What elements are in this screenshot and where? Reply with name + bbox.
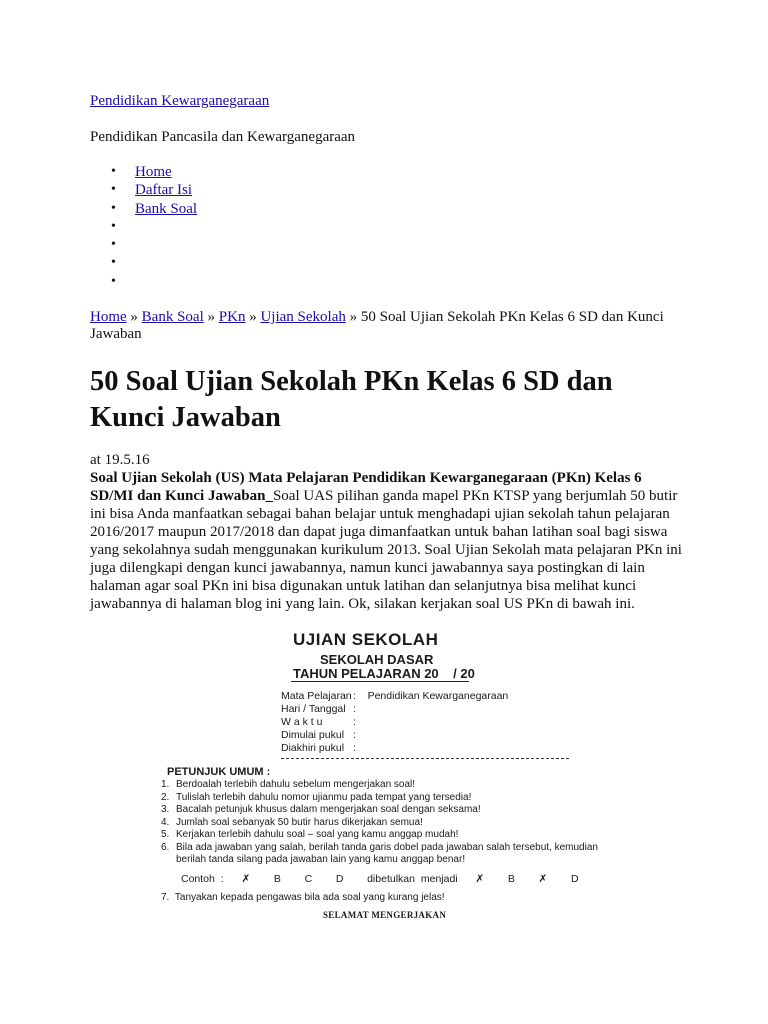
exam-field-value: : [353, 716, 356, 728]
breadcrumb-separator: » [130, 309, 138, 325]
breadcrumb-current: 50 Soal Ujian Sekolah PKn Kelas 6 SD dan Kunci Jawaban [90, 309, 664, 342]
breadcrumb-separator: » [207, 309, 216, 325]
exam-field-label: W a k t u [281, 716, 323, 728]
exam-field-label: Mata Pelajaran [281, 690, 352, 702]
post-body [90, 469, 682, 613]
breadcrumb [90, 309, 690, 343]
exam-field [281, 742, 356, 754]
exam-heading-underline [291, 681, 469, 682]
nav-link-daftar-isi[interactable]: Daftar Isi [135, 182, 193, 199]
breadcrumb-link-ujian-sekolah[interactable]: Ujian Sekolah [260, 309, 346, 325]
nav-item-empty [90, 254, 197, 272]
nav-item-empty [90, 273, 197, 291]
breadcrumb-link-bank-soal[interactable]: Bank Soal [141, 309, 204, 325]
nav-item-home [90, 163, 197, 181]
exam-field-label: Dimulai pukul [281, 729, 345, 741]
post-title: 50 Soal Ujian Sekolah PKn Kelas 6 SD dan Kunci Jawaban [90, 366, 613, 433]
breadcrumb-separator: » [249, 309, 257, 325]
exam-subheading: SEKOLAH DASAR [320, 652, 434, 667]
exam-dashed-divider [281, 758, 569, 759]
blog-description: Pendidikan Pancasila dan Kewarganegaraan [90, 129, 356, 145]
nav-item-daftar-isi [90, 181, 197, 199]
breadcrumb-link-home[interactable]: Home [90, 309, 127, 325]
exam-year: TAHUN PELAJARAN 20 / 20 [293, 666, 475, 681]
exam-instruction-item-7: 7. Tanyakan kepada pengawas bila ada soal yang kurang jelas! [161, 892, 445, 903]
breadcrumb-separator: » [349, 309, 358, 325]
exam-field-value: : Pendidikan Kewarganegaraan [353, 690, 509, 702]
post-intro-bold: Soal Ujian Sekolah (US) Mata Pelajaran Pendidikan Kewarganegaraan (PKn) Kelas 6 SD/MI dan Kunci Jawaban_ [90, 470, 642, 504]
blog-title-link[interactable]: Pendidikan Kewarganegaraan [90, 93, 270, 109]
breadcrumb-link-pkn[interactable]: PKn [218, 309, 246, 325]
exam-sheet-image [155, 628, 615, 928]
exam-instructions-title: PETUNJUK UMUM : [167, 766, 271, 778]
exam-field-value: : [353, 742, 356, 754]
exam-field-label: Diakhiri pukul [281, 742, 345, 754]
nav-item-empty [90, 218, 197, 236]
main-navigation [90, 163, 197, 291]
post-timestamp: at 19.5.16 [90, 452, 150, 468]
nav-link-home[interactable]: Home [135, 164, 172, 180]
exam-field [281, 716, 356, 728]
exam-instruction-item: 2. Tulislah terlebih dahulu nomor ujianmu pada tempat yang tersedia! [161, 791, 472, 803]
nav-item-empty [90, 236, 197, 254]
exam-field-value: : [353, 703, 356, 715]
exam-instructions-list [161, 779, 611, 867]
exam-instruction-item: 1. Berdoalah terlebih dahulu sebelum mengerjakan soal! [161, 779, 416, 790]
exam-instruction-item: 6. Bila ada jawaban yang salah, berilah tanda garis dobel pada jawaban salah tersebut, kemudian berilah tanda silang pada jawaban lain yang kamu anggap benar! [161, 841, 598, 865]
exam-field-value: : [353, 729, 356, 741]
exam-field [281, 703, 356, 715]
exam-field [281, 690, 508, 702]
exam-instruction-item: 3. Bacalah petunjuk khusus dalam mengerjakan soal dengan seksama! [161, 804, 481, 815]
exam-closing-text: SELAMAT MENGERJAKAN [323, 910, 447, 920]
nav-link-bank-soal[interactable]: Bank Soal [135, 200, 198, 217]
exam-field-label: Hari / Tanggal [281, 703, 346, 715]
exam-field [281, 729, 356, 741]
exam-heading: UJIAN SEKOLAH [293, 630, 439, 649]
exam-instruction-item: 5. Kerjakan terlebih dahulu soal – soal yang kamu anggap mudah! [161, 829, 459, 840]
nav-item-bank-soal [90, 200, 197, 218]
exam-example-row: Contoh : ✗ B C D dibetulkan menjadi ✗ B ✗ D [181, 873, 579, 885]
exam-instruction-item: 4. Jumlah soal sebanyak 50 butir harus dikerjakan semua! [161, 816, 423, 828]
post-intro-text: Soal UAS pilihan ganda mapel PKn KTSP yang berjumlah 50 butir ini bisa Anda manfaatkan sebagai bahan belajar untuk menghadapi ujian sekolah tahun pelajaran 2016/2017 maupun 2017/2018 dan dapat juga dimanfaatkan untuk bahan latihan soal bagi siswa yang sekolahnya sudah menggunakan kurikulum 2013. Soal Ujian Sekolah mata pelajaran PKn ini juga dilengkapi dengan kunci jawabannya, namun kunci jawabannya saya postingkan di lain halaman agar soal PKn ini bisa digunakan untuk latihan dan selanjutnya bisa melihat kunci jawabannya di halaman blog ini yang lain. Ok, silakan kerjakan soal US PKn di bawah ini. [90, 488, 682, 612]
